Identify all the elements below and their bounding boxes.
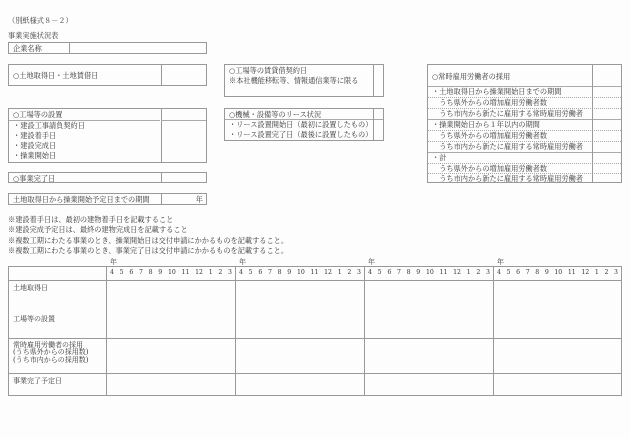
factory-setup-field[interactable] xyxy=(162,121,206,162)
row-label-land-factory xyxy=(9,281,107,339)
schedule-table xyxy=(8,266,622,396)
lease-contract-label: ○工場等の賃貸借契約日 xyxy=(229,66,308,75)
lease-contract-note: ※本社機能移転等、情報通信業等に限る xyxy=(229,76,359,85)
employment-row-6: うち市内から新たに雇用する常時雇用労働者 xyxy=(432,142,583,151)
page-title: 事業実施状況表 xyxy=(8,31,59,40)
schedule-cell[interactable] xyxy=(494,281,622,339)
schedule-cell[interactable] xyxy=(494,374,622,396)
project-completion-field[interactable] xyxy=(162,173,206,182)
schedule-cell[interactable] xyxy=(236,339,365,374)
period-unit: 年 xyxy=(195,195,203,204)
employment-row-7: ・計 xyxy=(432,153,447,162)
row-label-employment-city: (うち市内からの採用数) xyxy=(13,355,89,364)
employment-row-5: うち県外からの増加雇用労働者数 xyxy=(432,131,548,140)
equipment-lease-field[interactable] xyxy=(374,120,383,140)
schedule-cell[interactable] xyxy=(365,374,494,396)
schedule-cell[interactable] xyxy=(365,339,494,374)
months-header-row xyxy=(9,267,622,281)
schedule-cell[interactable] xyxy=(365,281,494,339)
table-row-land-factory xyxy=(9,281,622,339)
row-label-employment-pref: (うち県外からの採用数) xyxy=(13,348,89,357)
note-1: ※建設着手日は、最初の建物着手日を記載すること xyxy=(8,215,174,224)
equipment-lease-box xyxy=(224,108,384,141)
employment-row-9: うち市内から新たに雇用する常時雇用労働者 xyxy=(432,174,583,183)
period-label: 土地取得日から操業開始予定日までの期間 xyxy=(13,195,150,204)
year-label-2: 年 xyxy=(239,258,246,266)
factory-setup-box xyxy=(8,108,207,163)
factory-item-operation: ・操業開始日 xyxy=(13,151,57,160)
months-year-2: 4 5 6 7 8 9 10 11 12 1 2 3 xyxy=(236,267,365,281)
months-year-1: 4 5 6 7 8 9 10 11 12 1 2 3 xyxy=(107,267,236,281)
employment-box xyxy=(427,64,622,183)
schedule-cell[interactable] xyxy=(236,374,365,396)
employment-value-column[interactable] xyxy=(593,65,621,182)
year-label-4: 年 xyxy=(497,258,504,266)
note-2: ※建設完成予定日は、最終の建物完成日を記載すること xyxy=(8,225,188,234)
employment-label: ○常時雇用労働者の採用 xyxy=(432,72,511,81)
employment-row-1: ・土地取得日から操業開始日までの期間 xyxy=(432,87,562,96)
factory-item-complete: ・建設完成日 xyxy=(13,141,57,150)
company-name-field[interactable] xyxy=(70,43,206,53)
schedule-cell[interactable] xyxy=(494,339,622,374)
employment-row-8: うち県外からの増加雇用労働者数 xyxy=(432,164,548,173)
employment-row-3: うち市内から新たに雇用する常時雇用労働者 xyxy=(432,109,583,118)
row-label-completion: 事業完了予定日 xyxy=(9,374,107,396)
row-label-employment xyxy=(9,339,107,374)
months-year-4: 4 5 6 7 8 9 10 11 12 1 2 3 xyxy=(494,267,622,281)
equipment-lease-label: ○機械・設備等のリース状況 xyxy=(229,110,322,119)
factory-item-contract: ・建設工事請負契約日 xyxy=(13,121,85,130)
land-acquisition-label: ○土地取得日・土地賃借日 xyxy=(13,71,99,80)
row-label-land: 土地取得日 xyxy=(13,284,48,292)
land-acquisition-box xyxy=(8,64,207,86)
row-label-employment-main: 常時雇用労働者の採用 xyxy=(13,341,83,349)
note-3: ※複数工期にわたる事業のとき、操業開始日は交付申請にかかるものを記載すること。 xyxy=(8,236,289,245)
table-row-completion xyxy=(9,374,622,396)
row-label-factory: 工場等の設置 xyxy=(13,315,55,324)
year-label-3: 年 xyxy=(368,258,375,266)
factory-setup-label: ○工場等の設置 xyxy=(13,110,63,119)
lease-complete-label: ・リース設置完了日（最後に設置したもの） xyxy=(229,130,373,139)
period-box xyxy=(8,193,207,205)
form-number: （別紙様式８－２） xyxy=(8,16,73,25)
employment-row-4: ・操業開始日から１年以内の期間 xyxy=(432,120,540,129)
note-4: ※複数工期にわたる事業のとき、事業完了日は交付申請にかかるものを記載すること。 xyxy=(8,246,289,255)
lease-start-label: ・リース設置開始日（最初に設置したもの） xyxy=(229,120,373,129)
schedule-cell[interactable] xyxy=(236,281,365,339)
year-label-1: 年 xyxy=(110,258,117,266)
schedule-cell[interactable] xyxy=(107,281,236,339)
schedule-cell[interactable] xyxy=(107,374,236,396)
header-blank-cell xyxy=(9,267,107,281)
factory-item-start: ・建設着手日 xyxy=(13,131,57,140)
project-completion-box xyxy=(8,172,207,183)
company-name-box xyxy=(8,42,207,54)
lease-contract-box xyxy=(224,64,384,97)
employment-row-2: うち県外からの増加雇用労働者数 xyxy=(432,98,548,107)
company-name-label: 企業名称 xyxy=(13,44,42,53)
schedule-cell[interactable] xyxy=(107,339,236,374)
project-completion-label: ○事業完了日 xyxy=(13,174,56,183)
period-field[interactable] xyxy=(162,194,192,204)
table-row-employment xyxy=(9,339,622,374)
land-acquisition-field[interactable] xyxy=(162,65,206,85)
months-year-3: 4 5 6 7 8 9 10 11 12 1 2 3 xyxy=(365,267,494,281)
lease-contract-field[interactable] xyxy=(374,65,383,96)
